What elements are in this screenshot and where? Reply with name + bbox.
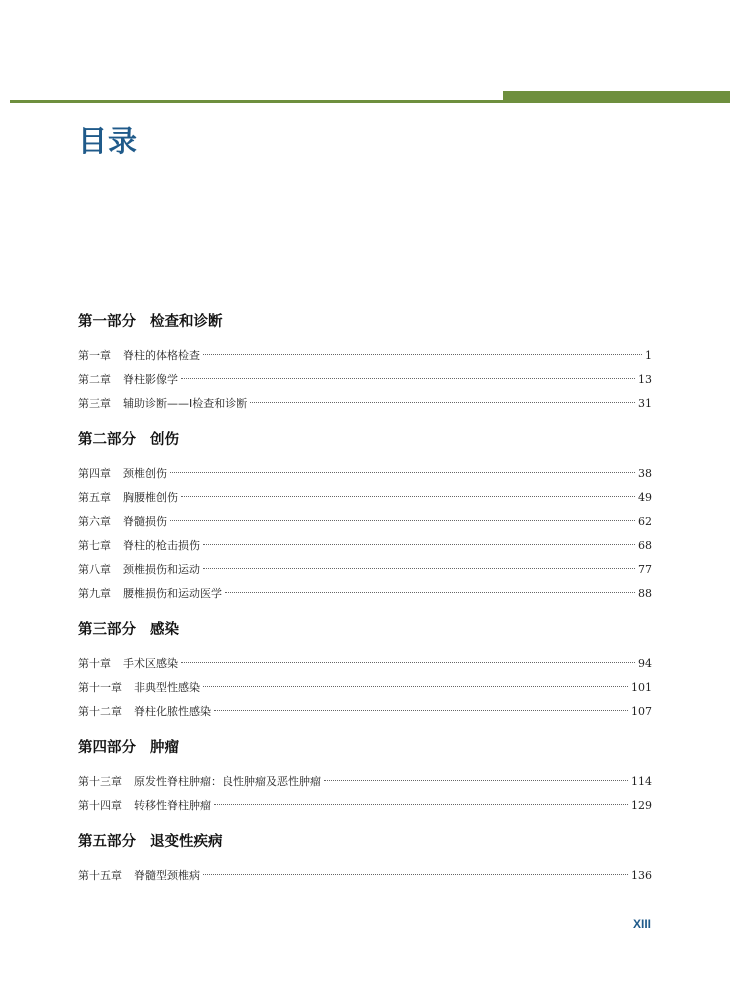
chapter-page: 62: [638, 515, 652, 528]
chapter-number: 第八章: [78, 563, 111, 576]
toc-entry[interactable]: [78, 700, 652, 724]
dot-leader: [203, 874, 628, 875]
chapter-page: 101: [631, 681, 652, 694]
table-of-contents: [78, 310, 652, 900]
toc-entry[interactable]: [78, 462, 652, 486]
chapter-page: 68: [638, 539, 652, 552]
part-name: 退变性疾病: [150, 834, 223, 850]
part-heading: [78, 736, 652, 760]
chapter-number: 第四章: [78, 467, 111, 480]
dot-leader: [250, 402, 635, 403]
part-name: 感染: [150, 622, 179, 638]
toc-part: [78, 428, 652, 606]
dot-leader: [181, 378, 635, 379]
dot-leader: [203, 354, 642, 355]
toc-entry[interactable]: [78, 652, 652, 676]
chapter-title: 腰椎损伤和运动医学: [123, 587, 222, 600]
dot-leader: [214, 710, 628, 711]
part-name: 检查和诊断: [150, 314, 223, 330]
chapter-page: 77: [638, 563, 652, 576]
dot-leader: [181, 662, 635, 663]
part-label: 第三部分: [78, 622, 136, 638]
toc-entry[interactable]: [78, 534, 652, 558]
toc-part: [78, 310, 652, 416]
chapter-page: 94: [638, 657, 652, 670]
chapter-title: 辅助诊断——Ⅰ检查和诊断: [123, 397, 248, 410]
chapter-number: 第十三章: [78, 775, 122, 788]
part-label: 第四部分: [78, 740, 136, 756]
page-folio: XIII: [633, 917, 652, 931]
part-label: 第五部分: [78, 834, 136, 850]
dot-leader: [225, 592, 635, 593]
part-name: 肿瘤: [150, 740, 179, 756]
chapter-number: 第十二章: [78, 705, 122, 718]
chapter-title: 颈椎损伤和运动: [123, 563, 200, 576]
chapter-title: 脊柱的枪击损伤: [123, 539, 200, 552]
toc-part: [78, 618, 652, 724]
chapter-number: 第十四章: [78, 799, 122, 812]
chapter-title: 脊髓型颈椎病: [134, 869, 200, 882]
chapter-number: 第九章: [78, 587, 111, 600]
dot-leader: [203, 686, 628, 687]
part-heading: [78, 428, 652, 452]
toc-entry[interactable]: [78, 368, 652, 392]
chapter-page: 13: [638, 373, 652, 386]
chapter-number: 第六章: [78, 515, 111, 528]
part-heading: [78, 310, 652, 334]
header-rule-thick: [503, 91, 730, 103]
toc-entry[interactable]: [78, 770, 652, 794]
chapter-title: 颈椎创伤: [123, 467, 167, 480]
chapter-page: 88: [638, 587, 652, 600]
chapter-page: 136: [631, 869, 652, 882]
dot-leader: [170, 472, 635, 473]
dot-leader: [214, 804, 628, 805]
toc-entry[interactable]: [78, 558, 652, 582]
toc-part: [78, 830, 652, 888]
part-name: 创伤: [150, 432, 179, 448]
part-heading: [78, 830, 652, 854]
chapter-page: 38: [638, 467, 652, 480]
chapter-number: 第三章: [78, 397, 111, 410]
chapter-title: 胸腰椎创伤: [123, 491, 178, 504]
chapter-title: 脊髓损伤: [123, 515, 167, 528]
chapter-title: 非典型性感染: [134, 681, 200, 694]
part-label: 第一部分: [78, 314, 136, 330]
dot-leader: [324, 780, 628, 781]
chapter-title: 脊柱的体格检查: [123, 349, 200, 362]
chapter-page: 31: [638, 397, 652, 410]
chapter-number: 第七章: [78, 539, 111, 552]
toc-entry[interactable]: [78, 794, 652, 818]
toc-entry[interactable]: [78, 864, 652, 888]
chapter-title: 原发性脊柱肿瘤：良性肿瘤及恶性肿瘤: [134, 775, 321, 788]
chapter-title: 转移性脊柱肿瘤: [134, 799, 211, 812]
chapter-page: 114: [631, 775, 652, 788]
toc-entry[interactable]: [78, 676, 652, 700]
chapter-number: 第一章: [78, 349, 111, 362]
chapter-title: 脊柱影像学: [123, 373, 178, 386]
chapter-page: 107: [631, 705, 652, 718]
part-label: 第二部分: [78, 432, 136, 448]
part-heading: [78, 618, 652, 642]
chapter-title: 脊柱化脓性感染: [134, 705, 211, 718]
chapter-title: 手术区感染: [123, 657, 178, 670]
dot-leader: [203, 568, 635, 569]
chapter-page: 129: [631, 799, 652, 812]
toc-entry[interactable]: [78, 344, 652, 368]
toc-entry[interactable]: [78, 486, 652, 510]
chapter-number: 第十五章: [78, 869, 122, 882]
dot-leader: [170, 520, 635, 521]
toc-entry[interactable]: [78, 582, 652, 606]
chapter-number: 第二章: [78, 373, 111, 386]
chapter-number: 第十一章: [78, 681, 122, 694]
chapter-number: 第五章: [78, 491, 111, 504]
dot-leader: [203, 544, 635, 545]
chapter-page: 1: [645, 349, 652, 362]
toc-part: [78, 736, 652, 818]
dot-leader: [181, 496, 635, 497]
header-rule-thin: [10, 100, 510, 103]
toc-entry[interactable]: [78, 392, 652, 416]
page-title: 目录: [78, 124, 139, 158]
toc-entry[interactable]: [78, 510, 652, 534]
chapter-page: 49: [638, 491, 652, 504]
chapter-number: 第十章: [78, 657, 111, 670]
